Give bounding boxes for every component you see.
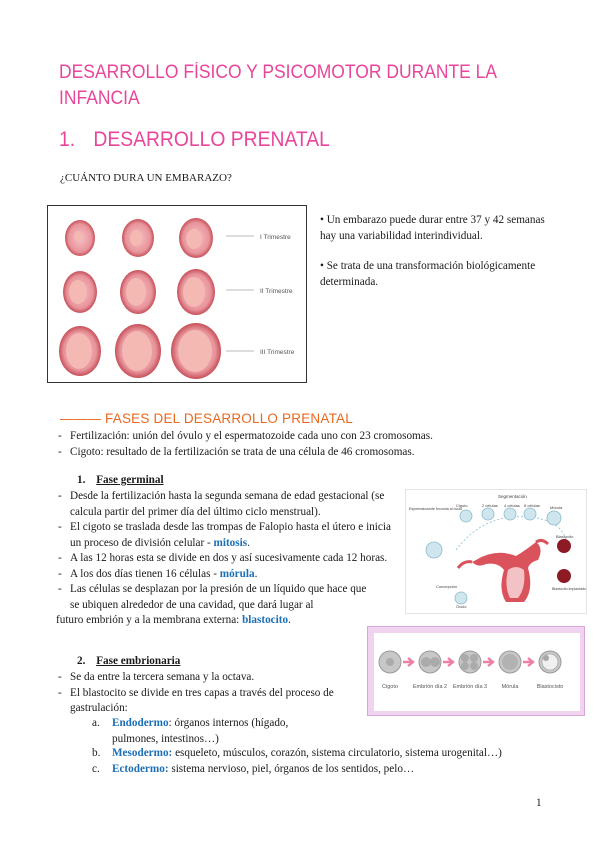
layer-marker-b: b. bbox=[92, 747, 101, 759]
layer-marker-c: c. bbox=[92, 763, 100, 775]
row-trimester-3 bbox=[59, 323, 221, 379]
definition-cigoto: - Cigoto: resultado de la fertilización se trata de una célula de 46 cromosomas. bbox=[56, 445, 546, 461]
document-title bbox=[59, 60, 574, 112]
question-text: ¿CUÁNTO DURA UN EMBARAZO? bbox=[60, 172, 232, 184]
diagram-label-ovulo: Óvulo bbox=[456, 604, 467, 609]
phases-heading: ——— FASES DEL DESARROLLO PRENATAL bbox=[60, 411, 353, 426]
title-line-1: DESARROLLO FÍSICO Y PSICOMOTOR DURANTE LA bbox=[59, 62, 498, 83]
germinal-bullet-2-end: . bbox=[247, 536, 250, 549]
germinal-list bbox=[56, 489, 399, 629]
term-mesodermo: Mesodermo: bbox=[112, 747, 173, 759]
title-line-2: INFANCIA bbox=[59, 88, 140, 109]
diagram-label-2c: 2 células bbox=[482, 503, 498, 508]
diagram-label-concepcion: Concepción bbox=[436, 584, 458, 589]
row-trimester-1 bbox=[65, 218, 213, 258]
embrionaria-bullet-1: - Se da entre la tercera semana y la octava. bbox=[56, 670, 358, 686]
intro-bullet-1: • Un embarazo puede durar entre 37 y 42 semanas hay una variabilidad interindividual. bbox=[320, 214, 545, 242]
diagram-label-implantado: Blastocito implantado bbox=[552, 587, 586, 591]
row-trimester-2 bbox=[63, 269, 215, 315]
germinal-bullet-5-line2: se ubiquen alrededor de una cavidad, que dará lugar al bbox=[70, 598, 314, 611]
embrionaria-heading bbox=[77, 654, 180, 670]
diagram-label-cigoto: Cigoto bbox=[456, 503, 468, 508]
endodermo-text: : órganos internos (hígado, pulmones, intestinos…) bbox=[112, 717, 289, 745]
stage-label-4: Mórula bbox=[501, 684, 519, 690]
stage-label-3: Embrión día 3 bbox=[452, 684, 488, 690]
ectodermo-text: sistema nervioso, piel, órganos de los sentidos, pelo… bbox=[168, 763, 415, 775]
diagram-label-4c: 4 células bbox=[504, 503, 520, 508]
embrionaria-list bbox=[56, 670, 358, 717]
diagram-label-8c: 8 células bbox=[524, 503, 540, 508]
section-number: 1. bbox=[59, 128, 76, 151]
germinal-number: 1. bbox=[77, 474, 86, 486]
diagram-label-esperm: Espermatozoide fecunda al óvulo bbox=[409, 507, 463, 511]
germinal-heading bbox=[77, 473, 164, 489]
germinal-bullet-5-line3 bbox=[56, 613, 399, 629]
definition-fertilizacion: - Fertilización: unión del óvulo y el espermatozoide cada uno con 23 cromosomas. bbox=[56, 429, 546, 445]
germinal-bullet-5-line3-text: futuro embrión y a la membrana externa: bbox=[56, 614, 243, 626]
term-ectodermo: Ectodermo: bbox=[112, 763, 169, 775]
germinal-bullet-5 bbox=[56, 582, 399, 629]
stage-label-2: Embrión día 2 bbox=[412, 684, 448, 690]
layer-marker-a: a. bbox=[92, 717, 100, 729]
embrionaria-number: 2. bbox=[77, 655, 86, 667]
germinal-bullet-3: - A las 12 horas esta se divide en dos y así sucesivamente cada 12 horas. bbox=[56, 551, 399, 567]
trimester-label-1: I Trimestre bbox=[260, 234, 291, 241]
cell-stages-image bbox=[367, 626, 585, 716]
intro-bullet-2: • Se trata de una transformación biológicamente determinada. bbox=[320, 260, 536, 288]
trimester-label-2: II Trimestre bbox=[260, 288, 293, 295]
germinal-bullet-4-text: A los dos días tienen 16 células - bbox=[70, 567, 220, 580]
implantation-illustration bbox=[406, 490, 586, 613]
page-number: 1 bbox=[536, 797, 542, 809]
mesodermo-text: esqueleto, músculos, corazón, sistema circulatorio, sistema urogenital…) bbox=[172, 747, 502, 759]
germinal-bullet-4-end: . bbox=[254, 567, 258, 580]
diagram-label-segmentacion: Segmentación bbox=[498, 494, 527, 499]
germ-layer-ectodermo bbox=[92, 762, 414, 778]
term-mitosis: mitosis bbox=[213, 536, 248, 549]
stage-label-5: Blastocisto bbox=[536, 684, 564, 690]
germ-layer-endodermo bbox=[92, 716, 312, 747]
germinal-bullet-5-line1: - Las células se desplazan por la presión de un líquido que hace que bbox=[70, 583, 367, 595]
trimester-illustration bbox=[48, 206, 306, 382]
trimester-image bbox=[47, 205, 307, 383]
embrionaria-bullet-2: - El blastocito se divide en tres capas a través del proceso de gastrulación: bbox=[56, 686, 358, 717]
germinal-bullet-2 bbox=[56, 520, 399, 551]
term-blastocito: blastocito bbox=[242, 614, 289, 626]
stage-label-1: Cigoto bbox=[382, 684, 398, 690]
germinal-bullet-1: - Desde la fertilización hasta la segunda semana de edad gestacional (se calcula partir del primer día del último ciclo menstrual). bbox=[56, 489, 399, 520]
germinal-title: Fase germinal bbox=[96, 474, 164, 486]
section-heading bbox=[59, 128, 330, 152]
section-title: DESARROLLO PRENATAL bbox=[93, 128, 330, 151]
germ-layer-mesodermo bbox=[92, 746, 502, 762]
cell-stages-illustration bbox=[368, 627, 586, 717]
term-morula: mórula bbox=[219, 567, 255, 580]
diagram-label-morula: Mórula bbox=[550, 505, 563, 510]
implantation-diagram bbox=[405, 489, 587, 614]
trimester-label-3: III Trimestre bbox=[260, 349, 295, 356]
term-endodermo: Endodermo bbox=[112, 717, 169, 729]
definitions-list bbox=[56, 429, 546, 460]
germinal-bullet-2-text: El cigoto se traslada desde las trompas de Falopio hasta el útero e inicia un proceso de división celular - bbox=[70, 521, 391, 549]
germinal-bullet-5-end: . bbox=[288, 614, 291, 626]
germinal-bullet-4 bbox=[56, 567, 399, 583]
diagram-label-blastocito: Blastocito bbox=[556, 534, 574, 539]
embrionaria-title: Fase embrionaria bbox=[96, 655, 181, 667]
